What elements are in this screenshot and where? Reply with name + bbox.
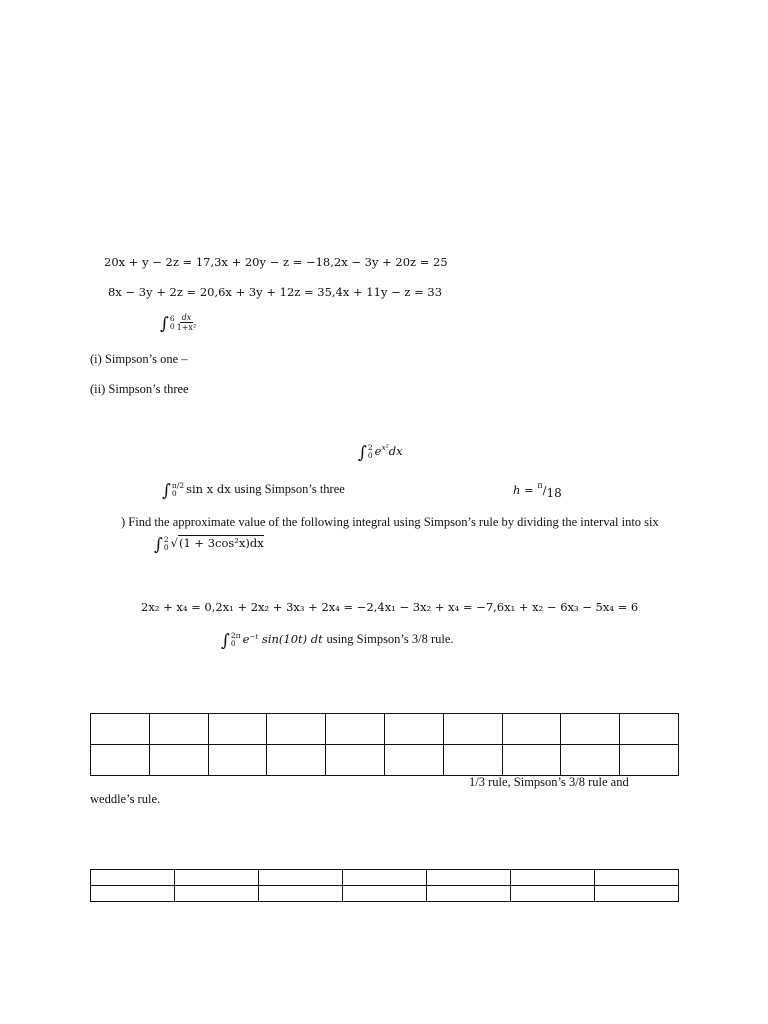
- table-cell: [384, 714, 443, 745]
- table-row: [91, 745, 679, 776]
- integral-5: [221, 631, 454, 651]
- table-cell: [620, 745, 679, 776]
- sqrt-sign: √: [170, 536, 178, 550]
- table-cell: [326, 745, 385, 776]
- step-numerator: π: [537, 481, 543, 490]
- rule-text-line-1: [469, 775, 629, 790]
- table-cell: [175, 870, 259, 886]
- table-cell: [620, 714, 679, 745]
- rule-text-line-2: [90, 792, 160, 807]
- fraction-denominator: 1+x²: [176, 323, 197, 332]
- table-cell: [561, 745, 620, 776]
- table-cell: [511, 870, 595, 886]
- lower-limit: 0: [169, 321, 175, 331]
- table-cell: [149, 714, 208, 745]
- integrand-differential: dx: [388, 444, 403, 458]
- upper-limit: 2π: [230, 631, 241, 640]
- integral-limits: [368, 444, 373, 460]
- table-cell: [91, 870, 175, 886]
- lower-limit: 0: [163, 543, 169, 552]
- table-row: [91, 886, 679, 902]
- table-cell: [595, 886, 679, 902]
- rule-text-2: weddle’s rule.: [90, 792, 161, 806]
- integral-4: [154, 535, 264, 555]
- upper-limit: 6: [169, 313, 175, 323]
- integral-limits: [170, 315, 175, 331]
- equation-system-3: [141, 600, 638, 614]
- lower-limit: 0: [171, 489, 177, 498]
- integral-1: [160, 313, 196, 334]
- integral-3-method: using Simpson’s three: [234, 482, 345, 496]
- data-table-1: [90, 713, 679, 776]
- table-cell: [175, 886, 259, 902]
- item-i: [90, 352, 188, 367]
- table-cell: [343, 886, 427, 902]
- integrand: sin x dx: [186, 482, 231, 496]
- integral-limits: [231, 632, 241, 648]
- table-cell: [443, 745, 502, 776]
- integral-5-method: using Simpson’s 3/8 rule.: [326, 632, 454, 646]
- item-ii: [90, 382, 189, 397]
- step-size: h = $^\pi$/18: [513, 481, 562, 500]
- table-cell: [561, 714, 620, 745]
- table-cell: [326, 714, 385, 745]
- table-row: [91, 714, 679, 745]
- integral-3: [162, 481, 345, 501]
- equation-system-3-text: 2x₂ + x₄ = 0,2x₁ + 2x₂ + 3x₃ + 2x₄ = −2,4x₁ − 3x₂ + x₄ = −7,6x₁ + x₂ − 6x₃ − 5x₄ = 6: [141, 600, 639, 614]
- item-i-text: (i) Simpson’s one –: [90, 352, 188, 366]
- table-cell: [384, 745, 443, 776]
- fraction-numerator: dx: [181, 313, 192, 322]
- table-cell: [149, 745, 208, 776]
- data-table-2: [90, 869, 679, 902]
- table-cell: [427, 870, 511, 886]
- table-cell: [91, 745, 150, 776]
- table-cell: [259, 870, 343, 886]
- table-cell: [511, 886, 595, 902]
- integrand: e⁻ᵗ sin(10t) dt: [242, 632, 323, 646]
- integral-sign: ∫: [154, 535, 163, 555]
- table-cell: [208, 745, 267, 776]
- integral-sign: ∫: [162, 481, 171, 501]
- table-cell: [91, 714, 150, 745]
- equation-system-2-text: 8x − 3y + 2z = 20,6x + 3y + 12z = 35,4x + 11y − z = 33: [108, 285, 443, 299]
- equation-system-1-text: 20x + y − 2z = 17,3x + 20y − z = −18,2x − 3y + 20z = 25: [104, 255, 448, 269]
- integrand-base: e: [374, 444, 382, 458]
- table-cell: [267, 745, 326, 776]
- rule-text-1: 1/3 rule, Simpson’s 3/8 rule and: [469, 775, 629, 789]
- integral-limits: [172, 482, 184, 498]
- integral-sign: ∫: [160, 313, 169, 334]
- step-denominator: 18: [546, 486, 562, 500]
- table-row: [91, 870, 679, 886]
- integrand-fraction: [177, 313, 197, 332]
- item-ii-text: (ii) Simpson’s three: [90, 382, 189, 396]
- table-cell: [427, 886, 511, 902]
- equation-system-1: [104, 255, 448, 269]
- step-lhs: h =: [513, 483, 534, 497]
- table-cell: [343, 870, 427, 886]
- integral-limits: [164, 536, 169, 552]
- table-cell: [595, 870, 679, 886]
- table-cell: [502, 745, 561, 776]
- upper-limit: 2: [367, 443, 373, 452]
- table-cell: [502, 714, 561, 745]
- upper-limit: 2: [163, 535, 169, 544]
- integral-sign: ∫: [221, 631, 230, 651]
- table-cell: [443, 714, 502, 745]
- integral-2: [358, 443, 403, 463]
- table-cell: [259, 886, 343, 902]
- find-instruction: [121, 515, 659, 530]
- lower-limit: 0: [230, 639, 236, 648]
- upper-limit: π/2: [171, 481, 185, 490]
- lower-limit: 0: [367, 451, 373, 460]
- equation-system-2: [108, 285, 442, 299]
- integral-sign: ∫: [358, 443, 367, 463]
- table-cell: [208, 714, 267, 745]
- integrand: (1 + 3cos²x)dx: [178, 536, 264, 550]
- find-instruction-text: ) Find the approximate value of the following integral using Simpson’s rule by dividing the interval into six: [121, 515, 659, 529]
- integrand-exponent: x²: [381, 443, 389, 453]
- table-cell: [267, 714, 326, 745]
- table-cell: [91, 886, 175, 902]
